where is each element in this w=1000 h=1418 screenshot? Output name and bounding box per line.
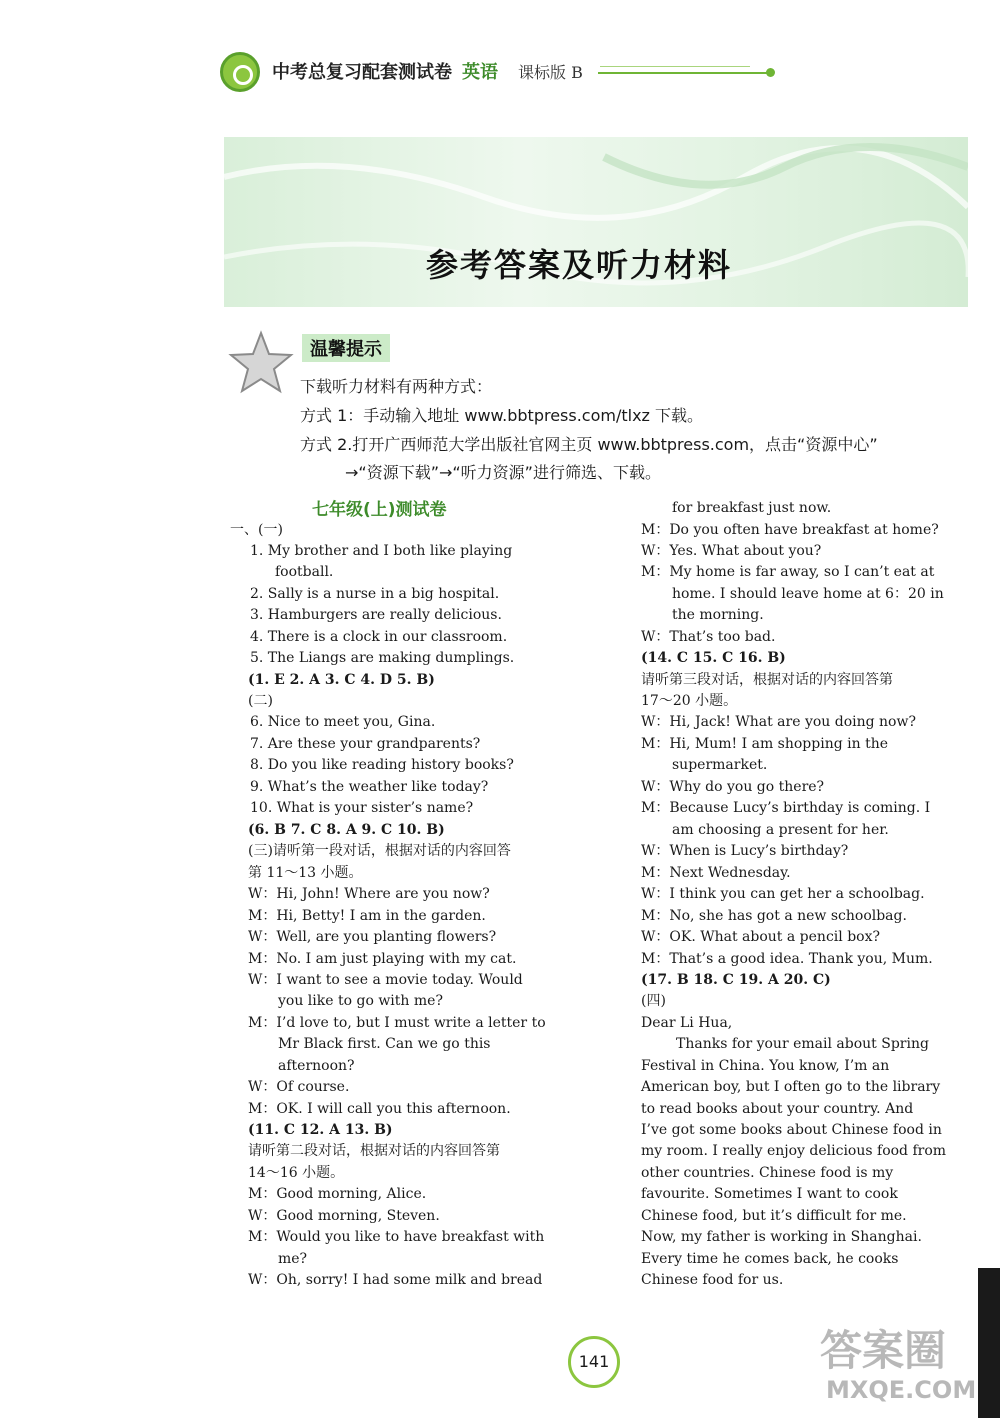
header-rule — [598, 72, 768, 74]
letter-line: Dear Li Hua, — [641, 1015, 733, 1031]
dialogue-line: M：Would you like to have breakfast with — [248, 1229, 545, 1245]
letter-line: Festival in China. You know, I’m an — [641, 1058, 890, 1074]
letter-line: Now, my father is working in Shanghai. — [641, 1229, 922, 1245]
section-title: 七年级(上)测试卷 — [312, 500, 447, 520]
tip-line: 方式 1：手动输入地址 www.bbtpress.com/tlxz 下载。 — [300, 406, 704, 425]
answer-key: (1. E 2. A 3. C 4. D 5. B) — [248, 672, 435, 688]
answer-line: 17～20 小题。 — [641, 693, 738, 709]
tip-line: →“资源下载”→“听力资源”进行筛选、下载。 — [345, 463, 661, 482]
watermark-url: MXQE.COM — [826, 1376, 977, 1404]
dialogue-line: M：OK. I will call you this afternoon. — [248, 1101, 511, 1117]
answer-line: 请听第三段对话，根据对话的内容回答第 — [641, 672, 893, 688]
tip-line: 方式 2.打开广西师范大学出版社官网主页 www.bbtpress.com，点击“资源中心” — [300, 435, 878, 454]
dialogue-line: M：Hi, Mum! I am shopping in the — [641, 736, 889, 752]
answer-line: 3. Hamburgers are really delicious. — [250, 607, 502, 623]
answer-line: (三)请听第一段对话，根据对话的内容回答 — [248, 843, 511, 859]
letter-line: Chinese food for us. — [641, 1272, 784, 1288]
publisher-logo-icon — [220, 52, 260, 92]
answer-line: (四) — [641, 993, 666, 1009]
answer-line: 9. What’s the weather like today? — [250, 779, 489, 795]
answer-line: 4. There is a clock in our classroom. — [250, 629, 508, 645]
star-icon — [228, 330, 294, 396]
answer-line: 2. Sally is a nurse in a big hospital. — [250, 586, 500, 602]
answer-line: 6. Nice to meet you, Gina. — [250, 714, 436, 730]
answer-line: (二) — [248, 693, 273, 709]
answer-line: 第 11～13 小题。 — [248, 865, 363, 881]
dialogue-line: Mr Black first. Can we go this — [278, 1036, 491, 1052]
dialogue-line: me? — [278, 1251, 308, 1267]
dialogue-line: M：Next Wednesday. — [641, 865, 791, 881]
side-tab — [978, 1268, 1000, 1418]
header-rule-dot — [766, 68, 775, 77]
answer-line: 14～16 小题。 — [248, 1165, 345, 1181]
dialogue-line: W：Of course. — [248, 1079, 350, 1095]
letter-line: my room. I really enjoy delicious food from — [641, 1143, 947, 1159]
dialogue-line: for breakfast just now. — [672, 500, 832, 516]
dialogue-line: M：Good morning, Alice. — [248, 1186, 427, 1202]
dialogue-line: W：Hi, John! Where are you now? — [248, 886, 490, 902]
dialogue-line: W：I want to see a movie today. Would — [248, 972, 523, 988]
dialogue-line: W：Good morning, Steven. — [248, 1208, 440, 1224]
watermark-logo: 答案圈 — [820, 1326, 947, 1375]
answer-key: (17. B 18. C 19. A 20. C) — [641, 972, 831, 988]
edition-label: 课标版 B — [518, 63, 583, 82]
dialogue-line: M：Hi, Betty! I am in the garden. — [248, 908, 486, 924]
letter-line: I’ve got some books about Chinese food in — [641, 1122, 942, 1138]
banner-title: 参考答案及听力材料 — [425, 246, 732, 284]
dialogue-line: afternoon? — [278, 1058, 355, 1074]
answer-line: 5. The Liangs are making dumplings. — [250, 650, 515, 666]
dialogue-line: W：I think you can get her a schoolbag. — [641, 886, 925, 902]
dialogue-line: W：OK. What about a pencil box? — [641, 929, 880, 945]
dialogue-line: M：Do you often have breakfast at home? — [641, 522, 939, 538]
dialogue-line: M：No. I am just playing with my cat. — [248, 951, 517, 967]
dialogue-line: M：My home is far away, so I can’t eat at — [641, 564, 935, 580]
dialogue-line: W：Hi, Jack! What are you doing now? — [641, 714, 916, 730]
answer-line: 请听第二段对话，根据对话的内容回答第 — [248, 1143, 500, 1159]
tip-line: 下载听力材料有两种方式： — [300, 377, 493, 396]
letter-line: to read books about your country. And — [641, 1101, 914, 1117]
dialogue-line: W：When is Lucy’s birthday? — [641, 843, 849, 859]
letter-line: other countries. Chinese food is my — [641, 1165, 894, 1181]
dialogue-line: supermarket. — [672, 757, 768, 773]
dialogue-line: M：Because Lucy’s birthday is coming. I — [641, 800, 931, 816]
dialogue-line: W：That’s too bad. — [641, 629, 776, 645]
dialogue-line: the morning. — [672, 607, 764, 623]
answer-line: 一、(一) — [230, 522, 283, 538]
dialogue-line: M：I’d love to, but I must write a letter to — [248, 1015, 546, 1031]
dialogue-line: M：That’s a good idea. Thank you, Mum. — [641, 951, 933, 967]
letter-line: favourite. Sometimes I want to cook — [641, 1186, 898, 1202]
dialogue-line: W：Why do you go there? — [641, 779, 825, 795]
letter-line: American boy, but I often go to the library — [641, 1079, 941, 1095]
letter-line: Chinese food, but it’s difficult for me. — [641, 1208, 907, 1224]
answer-key: (11. C 12. A 13. B) — [248, 1122, 393, 1138]
header-rule-thin — [600, 66, 750, 67]
tip-label: 温馨提示 — [302, 334, 390, 362]
dialogue-line: home. I should leave home at 6：20 in — [672, 586, 944, 602]
answer-line: 7. Are these your grandparents? — [250, 736, 481, 752]
answer-key: (14. C 15. C 16. B) — [641, 650, 786, 666]
letter-line: Thanks for your email about Spring — [676, 1036, 929, 1052]
dialogue-line: W：Yes. What about you? — [641, 543, 822, 559]
subject-label: 英语 — [462, 62, 498, 83]
dialogue-line: W：Well, are you planting flowers? — [248, 929, 497, 945]
dialogue-line: am choosing a present for her. — [672, 822, 889, 838]
dialogue-line: M：No, she has got a new schoolbag. — [641, 908, 907, 924]
letter-line: Every time he comes back, he cooks — [641, 1251, 899, 1267]
answer-line: 10. What is your sister’s name? — [250, 800, 474, 816]
answer-line: football. — [275, 564, 334, 580]
answer-key: (6. B 7. C 8. A 9. C 10. B) — [248, 822, 445, 838]
page-number: 141 — [568, 1336, 620, 1388]
answer-line: 8. Do you like reading history books? — [250, 757, 514, 773]
dialogue-line: you like to go with me? — [278, 993, 443, 1009]
answer-line: 1. My brother and I both like playing — [250, 543, 513, 559]
book-title: 中考总复习配套测试卷 — [272, 62, 452, 83]
dialogue-line: W：Oh, sorry! I had some milk and bread — [248, 1272, 543, 1288]
